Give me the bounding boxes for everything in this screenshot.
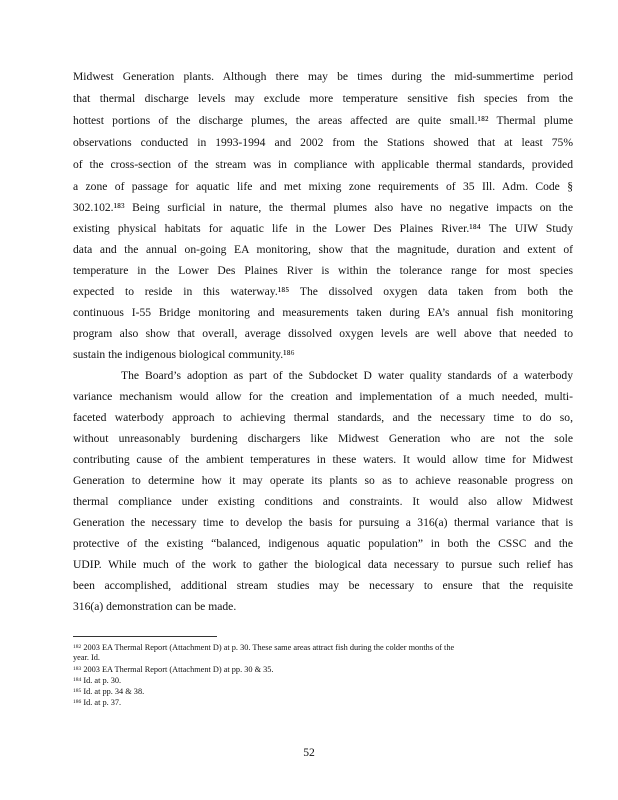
body-line: thermal compliance under existing conditions and constraints. It would also allow Midwest: [73, 495, 573, 508]
body-line: faceted waterbody approach to achieving thermal standards, and the necessary time to do so,: [73, 411, 573, 424]
body-line: data and the annual on-going EA monitoring, show that the magnitude, duration and extent of: [73, 243, 573, 256]
body-line: hottest portions of the discharge plumes, the areas affected are quite small.¹⁸² Thermal plume: [73, 114, 573, 127]
footnote-separator: [73, 636, 217, 637]
body-line: protective of the existing “balanced, indigenous aquatic population” in both the CSSC and the: [73, 537, 573, 550]
body-line: UDIP. While much of the work to gather the biological data necessary to pursue such relief has: [73, 558, 573, 571]
body-line: Generation to determine how it may operate its plants so as to achieve reasonable progress on: [73, 474, 573, 487]
body-line: a zone of passage for aquatic life and met mixing zone requirements of 35 Ill. Adm. Code §: [73, 180, 573, 193]
body-line: existing physical habitats for aquatic life in the Lower Des Plaines River.¹⁸⁴ The UIW Study: [73, 222, 573, 235]
footnote-183: $^{183}$ 2003 EA Thermal Report (Attachment D) at pp. 30 & 35.: [73, 665, 274, 674]
body-line: of the cross-section of the stream was in compliance with applicable thermal standards, provided: [73, 158, 573, 171]
body-line: temperature in the Lower Des Plaines River is within the tolerance range for most species: [73, 264, 573, 277]
footnote-182: $^{182}$ 2003 EA Thermal Report (Attachment D) at p. 30. These same areas attract fish during the colder months of the: [73, 643, 455, 652]
body-line: continuous I-55 Bridge monitoring and measurements taken during EA’s annual fish monitoring: [73, 306, 573, 319]
body-line: Midwest Generation plants. Although there may be times during the mid-summertime period: [73, 70, 573, 83]
page-number: 52: [303, 746, 315, 759]
body-line: contributing cause of the ambient temperatures in these waters. It would allow time for Midwest: [73, 453, 573, 466]
footnote-185: $^{185}$ Id. at pp. 34 & 38.: [73, 687, 145, 696]
body-line: 302.102.¹⁸³ Being surficial in nature, the thermal plumes also have no negative impacts on the: [73, 201, 573, 214]
body-line: The Board’s adoption as part of the Subdocket D water quality standards of a waterbody: [121, 369, 573, 382]
body-line: been accomplished, additional stream studies may be necessary to ensure that the requisite: [73, 579, 573, 592]
body-line: program also show that overall, average dissolved oxygen levels are well above that needed to: [73, 327, 573, 340]
body-line: without unreasonably burdening dischargers like Midwest Generation who are not the sole: [73, 432, 573, 445]
body-line: Generation the necessary time to develop the basis for pursuing a 316(a) thermal variance that is: [73, 516, 573, 529]
body-line: sustain the indigenous biological community.¹⁸⁶: [73, 348, 295, 361]
footnote-184: $^{184}$ Id. at p. 30.: [73, 676, 122, 685]
body-line: observations conducted in 1993-1994 and 2002 from the Stations showed that at least 75%: [73, 136, 573, 149]
body-line: 316(a) demonstration can be made.: [73, 600, 237, 613]
body-line: expected to reside in this waterway.¹⁸⁵ The dissolved oxygen data taken from both the: [73, 285, 573, 298]
body-line: that thermal discharge levels may exclude more temperature sensitive fish species from the: [73, 92, 573, 105]
footnote-186: $^{186}$ Id. at p. 37.: [73, 698, 122, 707]
footnote-182-cont: year. Id.: [73, 653, 100, 662]
body-line: variance mechanism would allow for the creation and implementation of a much needed, multi-: [73, 390, 573, 403]
